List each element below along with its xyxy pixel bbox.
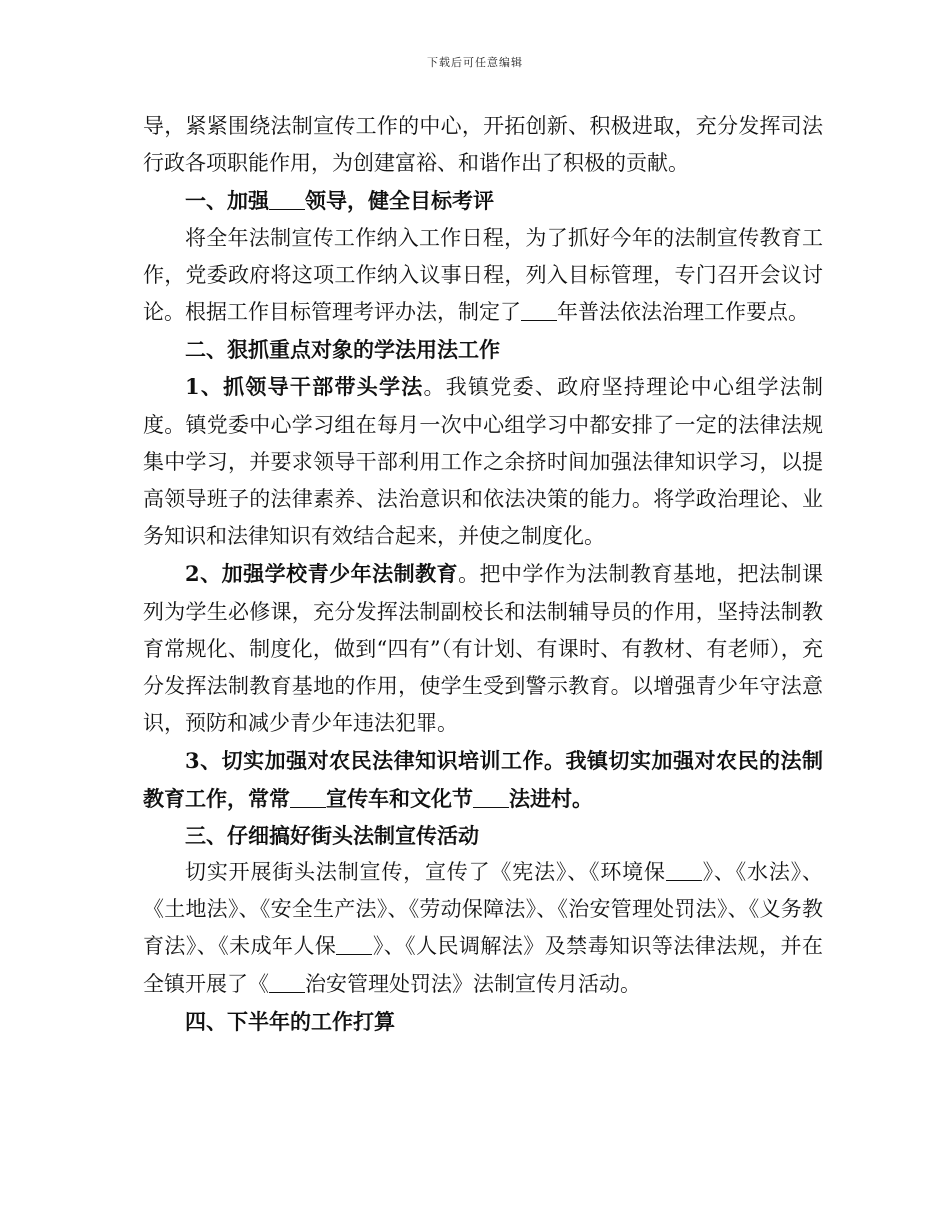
paragraph-street-publicity: 切实开展街头法制宣传，宣传了《宪法》、《环境保 》、《水法》、《土地法》、《安全生产法》、《劳动保障法》、《治安管理处罚法》、《义务教育法》、《未成年人保 》、《人民调解法》及禁毒知识等法律法规，并在全镇开展了《 治安管理处罚法》法制宣传月活动。: [143, 860, 823, 996]
paragraph-intro-continuation: 导，紧紧围绕法制宣传工作的中心，开拓创新、积极进取，充分发挥司法行政各项职能作用，为创建富裕、和谐作出了积极的贡献。: [143, 114, 823, 176]
paragraph-youth-education: 2、加强学校青少年法制教育。把中学作为法制教育基地，把法制课列为学生必修课，充分发挥法制副校长和法制辅导员的作用，坚持法制教育常规化、制度化，做到“四有”（有计划、有课时、有教材、有老师），充分发挥法制教育基地的作用，使学生受到警示教育。以增强青少年守法意识，预防和减少青少年违法犯罪。: [143, 561, 823, 736]
item-lead-2: 2、加强学校青少年法制教育: [185, 561, 459, 587]
blank-underline: [521, 299, 557, 321]
document-body: [143, 108, 823, 1040]
blank-underline: [666, 859, 702, 881]
section-heading-1: 一、加强 领导，健全目标考评: [185, 188, 494, 214]
page-header: 下载后可任意编辑: [427, 56, 523, 69]
blank-underline: [269, 188, 305, 210]
section-heading-3: 三、仔细搞好街头法制宣传活动: [185, 822, 479, 848]
paragraph-farmer-training: 3、切实加强对农民法律知识培训工作。我镇切实加强对农民的法制教育工作，常常 宣传车和文化节 法进村。: [143, 748, 823, 811]
blank-underline: [336, 933, 372, 955]
section-heading-2: 二、狠抓重点对象的学法用法工作: [185, 337, 500, 363]
blank-underline: [290, 786, 326, 808]
blank-underline: [269, 971, 305, 993]
section-heading-4: 四、下半年的工作打算: [185, 1008, 395, 1034]
paragraph-leaders-study: 1、抓领导干部带头学法。我镇党委、政府坚持理论中心组学法制度。镇党委中心学习组在每月一次中心组学习中都安排了一定的法律法规集中学习，并要求领导干部利用工作之余挤时间加强法律知识学习，以提高领导班子的法律素养、法治意识和依法决策的能力。将学政治理论、业务知识和法律知识有效结合起来，并使之制度化。: [143, 374, 823, 549]
blank-underline: [473, 786, 509, 808]
paragraph-target-assessment: 将全年法制宣传工作纳入工作日程，为了抓好今年的法制宣传教育工作，党委政府将这项工作纳入议事日程，列入目标管理，专门召开会议讨论。根据工作目标管理考评办法，制定了 年普法依法治理工作要点。: [143, 225, 823, 325]
item-lead-1: 1、抓领导干部带头学法: [185, 374, 424, 400]
